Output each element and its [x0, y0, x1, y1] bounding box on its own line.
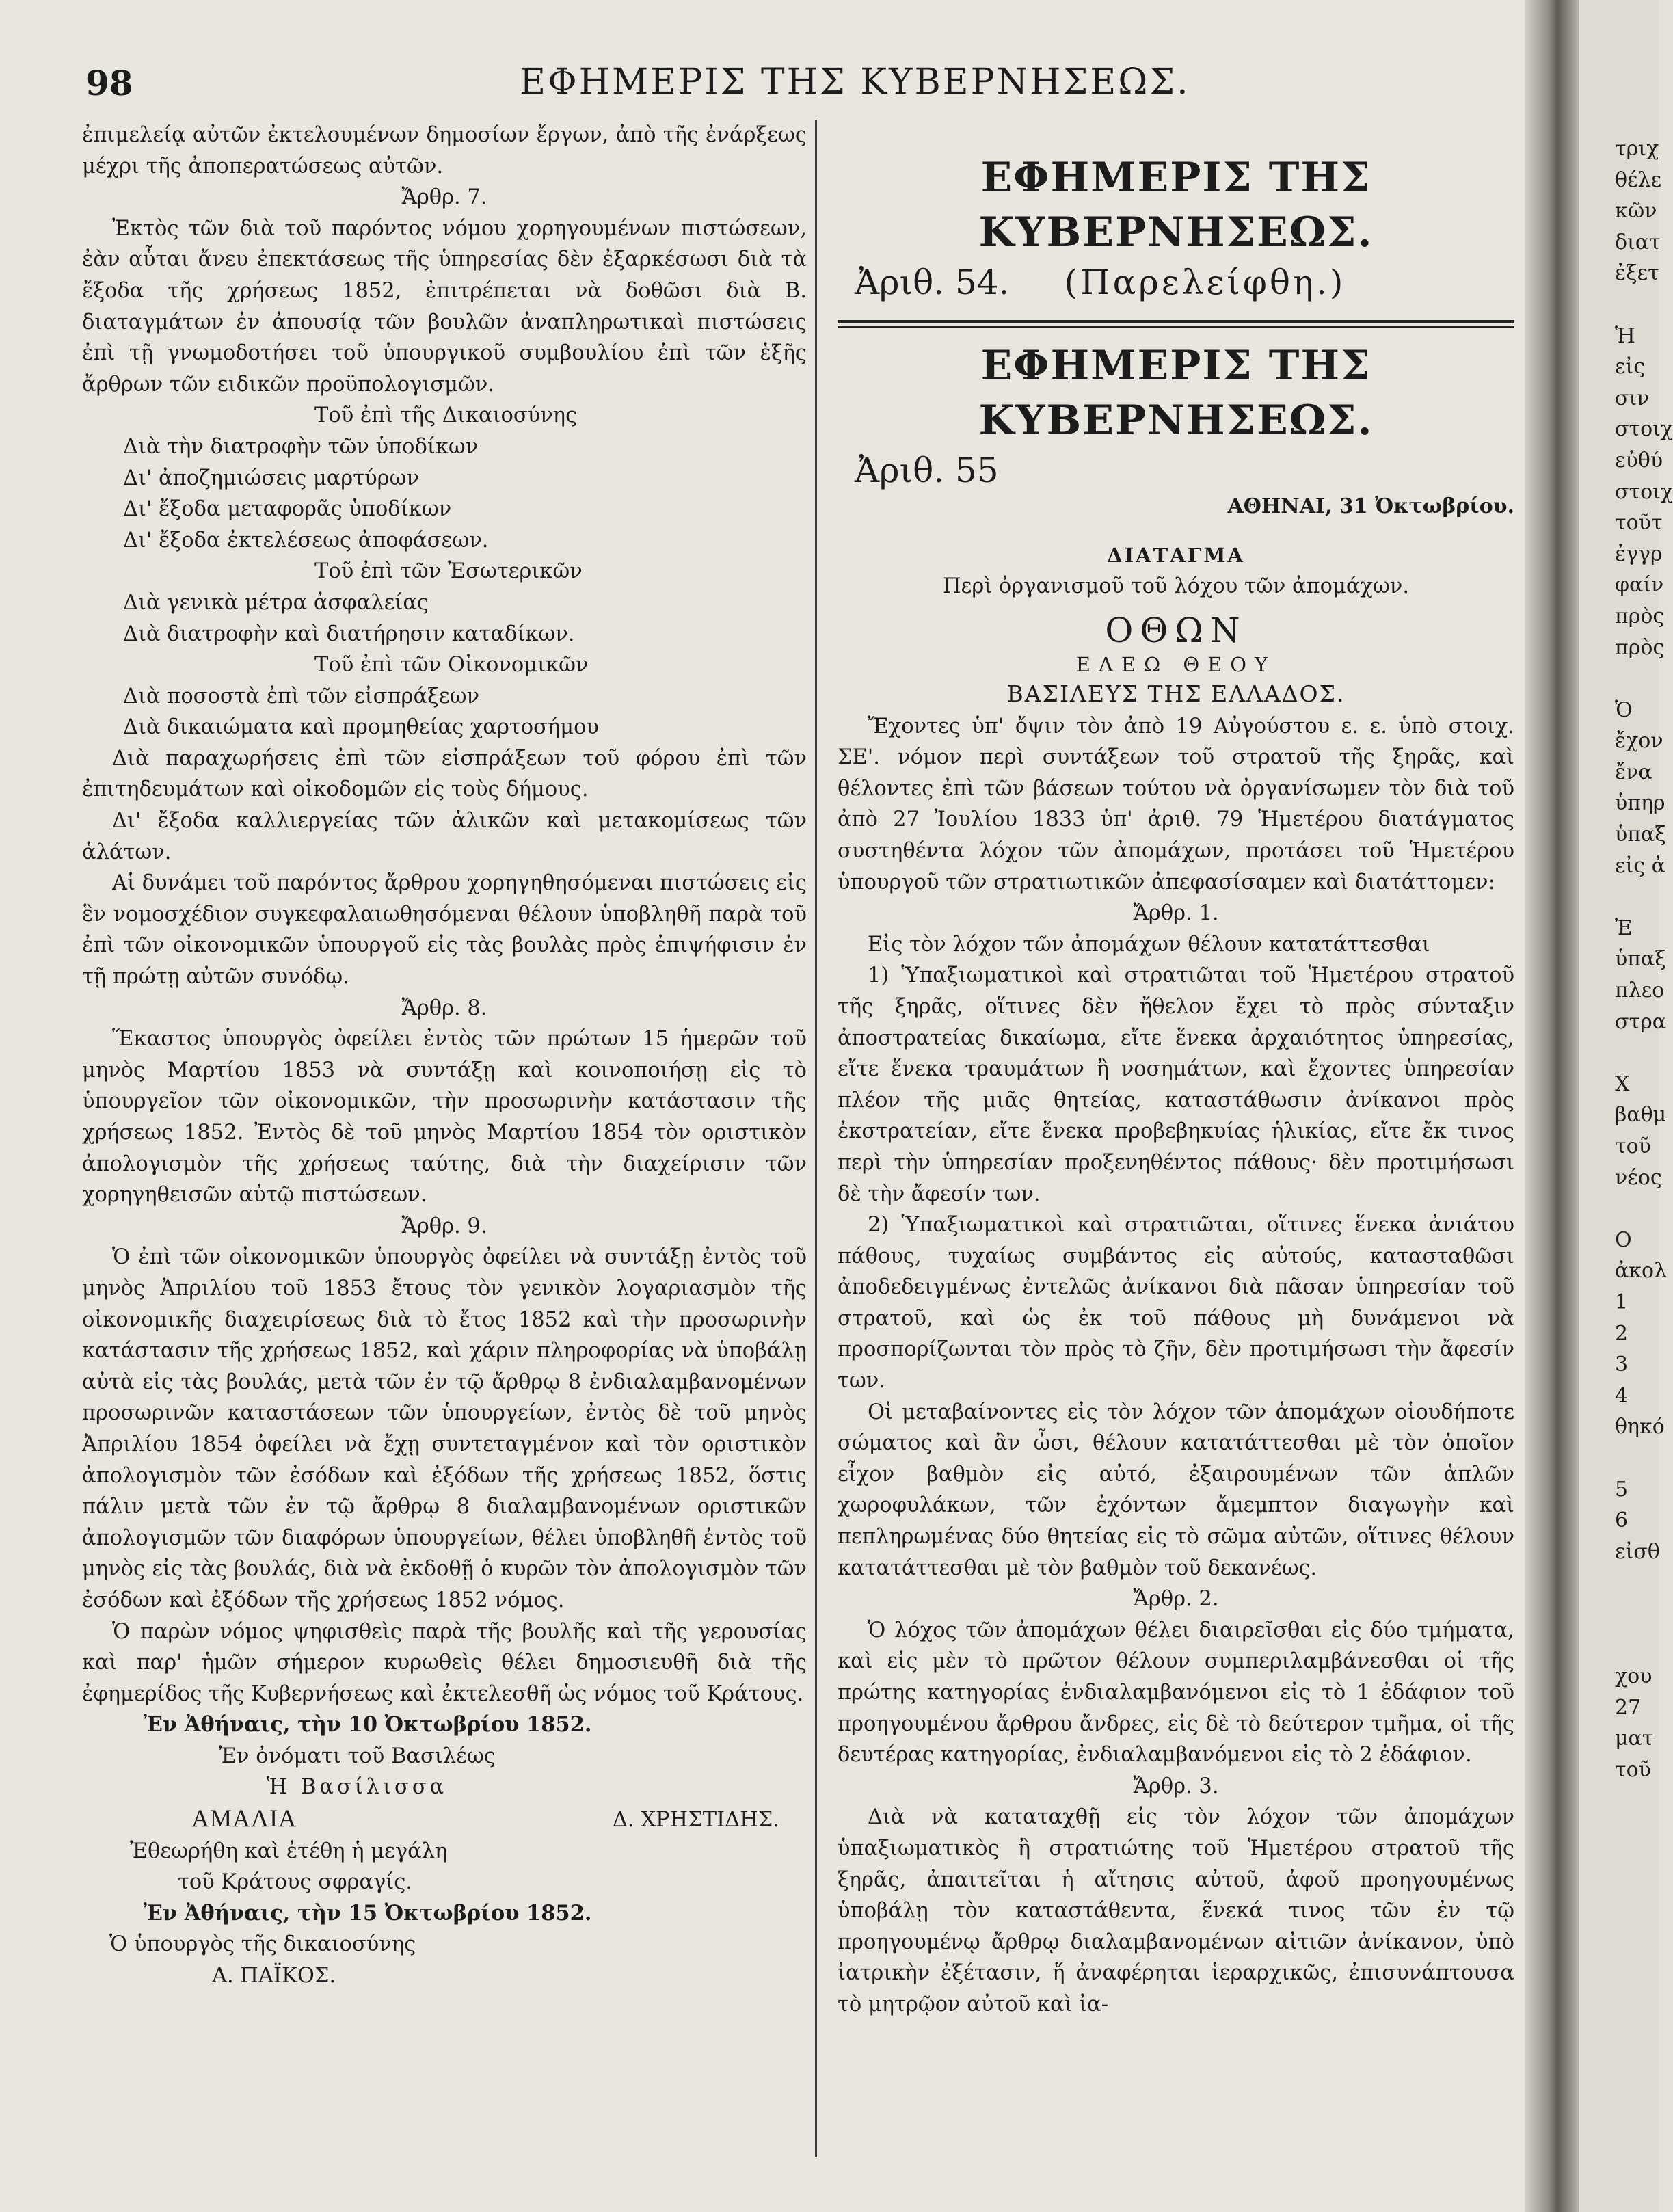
paragraph: 1) Ὑπαξιωματικοὶ καὶ στρατιῶται τοῦ Ἡμετέρου στρατοῦ τῆς ξηρᾶς, οἵτινες δὲν ἤθελον ἔχει τὸ πρὸς σύνταξιν ἀποστρατείας δικαίωμα, εἴτε ἕνεκα ἀρχαιότητος ὑπηρεσίας, εἴτε ἕνεκα τραυμάτων ἢ νοσημάτων, καὶ ἔχοντες ὑπηρεσίαν πλέον τῆς μιᾶς θητείας, καταστάθωσιν ἀνίκανοι πρὸς ἐκστρατείαν, εἴτε ἕνεκα προβεβηκυίας ἡλικίας, εἴτε ἔκ τινος περὶ τὴν ὑπηρεσίαν προξενηθέντος πάθους· δὲν προτιμήσωσι δὲ τὴν ἄφεσίν των. — [838, 963, 1514, 1206]
edge-fragment: 1 — [1615, 1290, 1629, 1314]
article-heading: Ἄρθρ. 7. — [401, 185, 487, 210]
edge-fragment: τριχ — [1615, 137, 1659, 161]
in-name-line: Ἐν ὀνόματι τοῦ Βασιλέως — [219, 1744, 496, 1768]
edge-fragment: ἔχον — [1615, 729, 1663, 754]
edge-fragment: ἐγγρ — [1615, 542, 1663, 566]
left-column — [82, 120, 807, 1992]
edge-fragment: ὑπηρ — [1615, 791, 1665, 816]
edge-fragment: Χ — [1615, 1071, 1630, 1096]
edge-fragment: στρα — [1615, 1009, 1666, 1034]
signature-row — [82, 1803, 807, 1836]
paragraph: Διὰ παραχωρήσεις ἐπὶ τῶν εἰσπράξεων τοῦ φόρου ἐπὶ τῶν ἐπιτηδευμάτων καὶ οἰκοδομῶν εἰς τοὺς δήμους. — [82, 746, 807, 802]
double-rule — [838, 320, 1514, 328]
edge-fragment: στοιχ — [1615, 479, 1673, 504]
article-heading: Ἄρθρ. 1. — [1133, 901, 1219, 926]
paragraph: Δι' ἔξοδα καλλιεργείας τῶν ἁλικῶν καὶ μετακομίσεως τῶν ἁλάτων. — [82, 809, 807, 864]
paragraph: Ἕκαστος ὑπουργὸς ὀφείλει ἐντὸς τῶν πρώτων 15 ἡμερῶν τοῦ μηνὸς Μαρτίου 1853 νὰ συντάξῃ καὶ κοινοποιήσῃ εἰς τὸ ὑπουργεῖον τῶν οἰκονομικῶν, τὴν προσωρινὴν κατάστασιν τῆς χρήσεως 1852. Ἐντὸς δὲ τοῦ μηνὸς Μαρτίου 1854 τὸν οριστικὸν ἀπολογισμὸν τῆς χρήσεως ταύτης, διὰ τὴν διαχείρισιν τῶν χορηγηθεισῶν αὐτῷ πιστώσεων. — [82, 1027, 807, 1208]
edge-fragment: τοῦτ — [1615, 511, 1663, 535]
seal-line: τοῦ Κράτους σφραγίς. — [178, 1870, 413, 1895]
edge-fragment — [1615, 1193, 1673, 1225]
list-item: Δι' ἔξοδα μεταφορᾶς ὑποδίκων — [123, 497, 452, 522]
edge-fragment: 6 — [1615, 1508, 1629, 1533]
list-item: Δι' ἀποζημιώσεις μαρτύρων — [123, 466, 419, 490]
paragraph: Διὰ νὰ καταταχθῇ εἰς τὸν λόχον τῶν ἀπομάχων ὑπαξιωματικὸς ἢ στρατιώτης τοῦ Ἡμετέρου στρατοῦ τῆς ξηρᾶς, ἀπαιτεῖται ἡ αἴτησις αὐτοῦ, ἀφοῦ προηγουμένως ὑποβάλῃ τὸν καταστάθεντα, ἕνεκά τινος τῶν ἐν τῷ προηγουμένῳ ἄρθρῳ διαλαμβανομένων αἰτιῶν ἀνίκανον, ὑπὸ ἰατρικὴν ἐξέτασιν, ἥ ἀναφέρηται ἱεραρχικῶς, ἐπισυνάπτουσα τὸ μητρῷον αὐτοῦ καὶ ἰα- — [838, 1805, 1514, 2016]
ministry-heading: Τοῦ ἐπὶ τῶν Οἰκονομικῶν — [314, 653, 589, 678]
edge-fragment: νέος — [1615, 1165, 1662, 1190]
facing-page-edge — [1579, 0, 1673, 2212]
edge-fragment — [1615, 1443, 1673, 1474]
paragraph: Οἱ μεταβαίνοντες εἰς τὸν λόχον τῶν ἀπομάχων οἱουδήποτε σώματος καὶ ἂν ὦσι, θέλουν κατατάττεσθαι μὲ τὸν ὁποῖον εἶχον βαθμὸν εἰς αὐτό, ἐξαιρουμένων τῶν ἁπλῶν χωροφυλάκων, τῶν ἐχόντων ἄμεμπτον διαγωγὴν καὶ πεπληρωμένας δύο θητείας εἰς τὸ σῶμα αὐτῶν, οἵτινες θέλουν κατατάττεσθαι μὲ τὸν βαθμὸν τοῦ δεκανέως. — [838, 1400, 1514, 1580]
edge-fragment: θέλε — [1615, 168, 1662, 192]
article-heading: Ἄρθρ. 2. — [1133, 1587, 1219, 1612]
paragraph: Αἱ δυνάμει τοῦ παρόντος ἄρθρου χορηγηθησόμεναι πιστώσεις εἰς ἓν νομοσχέδιον συγκεφαλαιωθησόμεναι θέλουν ὑποβληθῆ παρὰ τοῦ ἐπὶ τῶν οἰκονομικῶν ὑπουργοῦ εἰς τὰς βουλὰς πρὸς ἐπιψήφισιν ἐν τῇ πρώτῃ αὐτῶν συνόδῳ. — [82, 871, 807, 989]
edge-fragment: σιν — [1615, 386, 1650, 410]
minister-signature: Δ. ΧΡΗΣΤΙΔΗΣ. — [612, 1808, 779, 1833]
edge-fragment: Ο — [1615, 1227, 1632, 1252]
edge-fragment: εὐθύ — [1615, 448, 1663, 472]
article-heading: Ἄρθρ. 3. — [1133, 1774, 1219, 1798]
edge-fragment — [1615, 881, 1673, 913]
edge-fragment: στοιχ — [1615, 417, 1673, 442]
edge-fragment — [1615, 1567, 1673, 1599]
edge-fragment — [1615, 1848, 1673, 1880]
edge-fragment: Ἐ — [1615, 916, 1633, 940]
masthead: ΕΦΗΜΕΡΙΣ ΤΗΣ ΚΥΒΕΡΝΗΣΕΩΣ. — [978, 154, 1374, 256]
edge-fragment — [1615, 1817, 1673, 1848]
paragraph: 2) Ὑπαξιωματικοὶ καὶ στρατιῶται, οἵτινες ἕνεκα ἀνιάτου πάθους, τυχαίως συμβάντος εἰς αὐτούς, κατασταθῶσι ἀποδεδειγμένως ἐντελῶς ἀνίκανοι διὰ πᾶσαν ὑπηρεσίαν τοῦ στρατοῦ, καὶ ὡς ἐκ τοῦ πάθους μὴ δυνάμενοι νὰ προσπορίζωνται τὸν πρὸς τὸ ζῆν, δὲν προτιμήσωσι τὴν ἄφεσίν των. — [838, 1213, 1514, 1394]
paragraph: Ἐκτὸς τῶν διὰ τοῦ παρόντος νόμου χορηγουμένων πιστώσεων, ἐὰν αὗται ἄνευ ἐπεκτάσεως τῆς ὑπηρεσίας δὲν ἐξαρκέσωσι διὰ τὰ ἔξοδα τῆς χρήσεως 1852, ἐπιτρέπεται νὰ δοθῶσι διὰ Β. διαταγμάτων ἐν ἀπουσίᾳ τῶν βουλῶν ἀναπληρωτικαὶ πιστώσεις ἐπὶ τῇ γνωμοδοτήσει τοῦ ὑπουργικοῦ συμβουλίου ἐπὶ τῶν ἑξῆς ἄρθρων τῶν ειδικῶν προϋπολογισμῶν. — [82, 216, 807, 397]
king-name: ΟΘΩΝ — [1105, 610, 1247, 650]
issue-number: Ἀριθ. 55 — [855, 451, 999, 490]
edge-fragment: ματ — [1615, 1727, 1654, 1751]
by-grace-line: ΕΛΕΩ ΘΕΟΥ — [1075, 652, 1276, 676]
queen-title: Ἡ Βασίλισσα — [267, 1775, 448, 1800]
edge-fragment — [1615, 1630, 1673, 1662]
article-heading: Ἄρθρ. 8. — [401, 996, 487, 1020]
edge-fragment: 5 — [1615, 1477, 1629, 1502]
edge-fragment: διατ — [1615, 230, 1661, 254]
edge-fragment — [1615, 663, 1673, 695]
edge-fragment: εἰς — [1615, 355, 1646, 379]
paragraph: Ὁ λόχος τῶν ἀπομάχων θέλει διαιρεῖσθαι εἰς δύο τμήματα, καὶ εἰς μὲν τὸ πρῶτον θέλουν συμπεριλαμβάνεσθαι οἱ τῆς πρώτης κατηγορίας ἐνδιαλαμβανόμενοι εἰς τὸ 1 ἐδάφιον τοῦ προηγουμένου ἄρθρου ἄνδρες, εἰς δὲ τὸ δεύτερον τμῆμα, οἱ τῆς δευτέρας κατηγορίας, ἐνδιαλαμβανόμενοι εἰς τὸ 2 ἐδάφιον. — [838, 1618, 1514, 1768]
edge-fragment: ἀκολ — [1615, 1259, 1668, 1283]
edge-fragment: πλεο — [1615, 978, 1665, 1003]
minister-signature: Α. ΠΑΪΚΟΣ. — [212, 1964, 336, 1988]
queen-name: ΑΜΑΛΙΑ — [191, 1804, 297, 1833]
date-line: Ἐν Ἀθήναις, τὴν 15 Ὀκτωβρίου 1852. — [144, 1900, 592, 1925]
edge-fragment — [1615, 1879, 1673, 1910]
right-column — [838, 120, 1514, 2021]
paragraph: ἐπιμελείᾳ αὐτῶν ἐκτελουμένων δημοσίων ἔργων, ἀπὸ τῆς ἐνάρξεως μέχρι τῆς ἀποπερατώσεως αὐτῶν. — [82, 123, 807, 178]
running-title: ΕΦΗΜΕΡΙΣ ΤΗΣ ΚΥΒΕΡΝΗΣΕΩΣ. — [520, 62, 1190, 103]
edge-fragment: 2 — [1615, 1321, 1629, 1346]
edge-fragment: θηκό — [1615, 1415, 1665, 1439]
edge-fragment: Ὁ — [1615, 697, 1633, 722]
date-line: Ἐν Ἀθήναις, τὴν 10 Ὀκτωβρίου 1852. — [144, 1712, 592, 1737]
paragraph: Ἔχοντες ὑπ' ὄψιν τὸν ἀπὸ 19 Αὐγούστου ε. ε. ὑπὸ στοιχ. ΣΕ'. νόμον περὶ συντάξεων τοῦ στρατοῦ τῆς ξηρᾶς, καὶ θέλοντες ἐπὶ τῶν βάσεων τούτου νὰ ὀργανίσωμεν τὸν διὰ τοῦ ἀπὸ 27 Ἰουλίου 1833 ὑπ' ἀριθ. 79 Ἡμετέρου διατάγματος συστηθέντα λόχον τῶν ἀπομάχων, προτάσει τοῦ Ἡμετέρου ὑπουργοῦ τῶν στρατιωτικῶν ἀπεφασίσαμεν καὶ διατάττομεν: — [838, 714, 1514, 894]
column-divider — [815, 120, 817, 2157]
edge-fragment: κῶν — [1615, 199, 1657, 224]
masthead: ΕΦΗΜΕΡΙΣ ΤΗΣ ΚΥΒΕΡΝΗΣΕΩΣ. — [978, 342, 1374, 444]
edge-fragment: ὑπαξ — [1615, 947, 1666, 972]
edge-fragment — [1615, 289, 1673, 321]
issue-number: Ἀριθ. 54. — [855, 263, 1010, 302]
edge-fragment: 4 — [1615, 1383, 1629, 1408]
paragraph: Εἰς τὸν λόχον τῶν ἀπομάχων θέλουν κατατάττεσθαι — [868, 932, 1430, 957]
edge-fragment: ἔνα — [1615, 760, 1652, 784]
ministry-heading: Τοῦ ἐπὶ τῆς Δικαιοσύνης — [314, 403, 578, 428]
edge-fragment: τοῦ — [1615, 1134, 1651, 1158]
edge-fragment: Ἡ — [1615, 323, 1635, 348]
list-item: Διὰ δικαιώματα καὶ προμηθείας χαρτοσήμου — [123, 715, 599, 740]
minister-title: Ὁ ὑπουργὸς τῆς δικαιοσύνης — [109, 1932, 416, 1957]
edge-fragment: φαίν — [1615, 573, 1664, 598]
edge-fragment: 3 — [1615, 1352, 1629, 1377]
edge-fragment: πρὸς — [1615, 635, 1665, 660]
list-item: Διὰ ποσοστὰ ἐπὶ τῶν εἰσπράξεων — [123, 684, 480, 708]
ministry-heading: Τοῦ ἐπὶ τῶν Ἐσωτερικῶν — [314, 559, 583, 584]
edge-fragment: εἰσθ — [1615, 1539, 1660, 1564]
edge-fragment — [1615, 1599, 1673, 1630]
dateline: ΑΘΗΝΑΙ, 31 Ὀκτωβρίου. — [1227, 494, 1514, 518]
edge-fragment: ἐξετ — [1615, 261, 1659, 286]
list-item: Διὰ διατροφὴν καὶ διατήρησιν καταδίκων. — [123, 622, 575, 646]
edge-text — [1615, 133, 1673, 1910]
list-item: Διὰ τὴν διατροφὴν τῶν ὑποδίκων — [123, 434, 479, 459]
seal-line: Ἐθεωρήθη καὶ ἐτέθη ἡ μεγάλη — [130, 1839, 448, 1863]
decree-subject: Περὶ ὀργανισμοῦ τοῦ λόχου τῶν ἀπομάχων. — [942, 574, 1410, 598]
page-number: 98 — [85, 63, 133, 103]
edge-fragment: ὑπαξ — [1615, 823, 1666, 847]
issue-number-row — [838, 260, 1514, 305]
decree-heading: ΔΙΑΤΑΓΜΑ — [1107, 544, 1245, 567]
list-item: Διὰ γενικὰ μέτρα ἀσφαλείας — [123, 590, 429, 615]
edge-fragment: τοῦ — [1615, 1757, 1651, 1782]
omitted-note: (Παρελείφθη.) — [1064, 263, 1346, 302]
list-item: Δι' ἔξοδα ἐκτελέσεως ἀποφάσεων. — [123, 528, 489, 552]
edge-fragment — [1615, 1037, 1673, 1069]
royal-title: ΒΑΣΙΛΕΥΣ ΤΗΣ ΕΛΛΑΔΟΣ. — [1006, 680, 1346, 707]
edge-fragment: 27 — [1615, 1695, 1642, 1720]
edge-fragment: χου — [1615, 1664, 1652, 1689]
paragraph: Ὁ παρὼν νόμος ψηφισθεὶς παρὰ τῆς βουλῆς καὶ τῆς γερουσίας καὶ παρ' ἡμῶν σήμερον κυρωθεὶς θέλει δημοσιευθῆ διὰ τῆς ἐφημερίδος τῆς Κυβερνήσεως καὶ ἐκτελεσθῆ ὡς νόμος τοῦ Κράτους. — [82, 1619, 807, 1706]
edge-fragment: βαθμ — [1615, 1103, 1667, 1128]
paragraph: Ὁ ἐπὶ τῶν οἰκονομικῶν ὑπουργὸς ὀφείλει νὰ συντάξῃ ἐντὸς τοῦ μηνὸς Ἀπριλίου τοῦ 1853 ἔτους τὸν γενικὸν λογαριασμὸν τῆς οἰκονομικῆς διαχειρίσεως διὰ τὸ ἔτος 1852 καὶ τὴν προσωρινὴν κατάστασιν τῆς χρήσεως 1852, καὶ χάριν πληροφορίας νὰ ὑποβάλῃ αὐτὰ εἰς τὰς βουλάς, μετὰ τῶν ἐν τῷ ἄρθρῳ 8 ἐνδιαλαμβανομένων προσωρινῶν καταστάσεων τῶν ὑπουργείων, ἐντὸς δὲ τοῦ μηνὸς Ἀπριλίου 1854 ὀφείλει νὰ ἔχῃ συντεταγμένον καὶ τὸν οριστικὸν ἀπολογισμὸν τῶν ἐσόδων καὶ ἐξόδων τῆς χρήσεως 1852, ὅστις πάλιν μετὰ τῶν ἐν τῷ ἄρθρῳ 8 διαλαμβανομένων οριστικῶν ἀπολογισμῶν τῶν διαφόρων ὑπουργείων, θέλει ὑποβληθῆ ἐντὸς τοῦ μηνὸς εἰς τὰς βουλάς, διὰ νὰ ἐκδοθῇ ὁ κυρῶν τὸν ἀπολογισμὸν τῶν ἐσόδων καὶ ἐξόδων τῆς χρήσεως 1852 νόμος. — [82, 1245, 807, 1612]
book-gutter — [1525, 0, 1579, 2212]
article-heading: Ἄρθρ. 9. — [401, 1214, 487, 1238]
edge-fragment: εἰς ἀ — [1615, 853, 1665, 878]
edge-fragment: πρὸς — [1615, 604, 1665, 628]
edge-fragment — [1615, 1785, 1673, 1817]
